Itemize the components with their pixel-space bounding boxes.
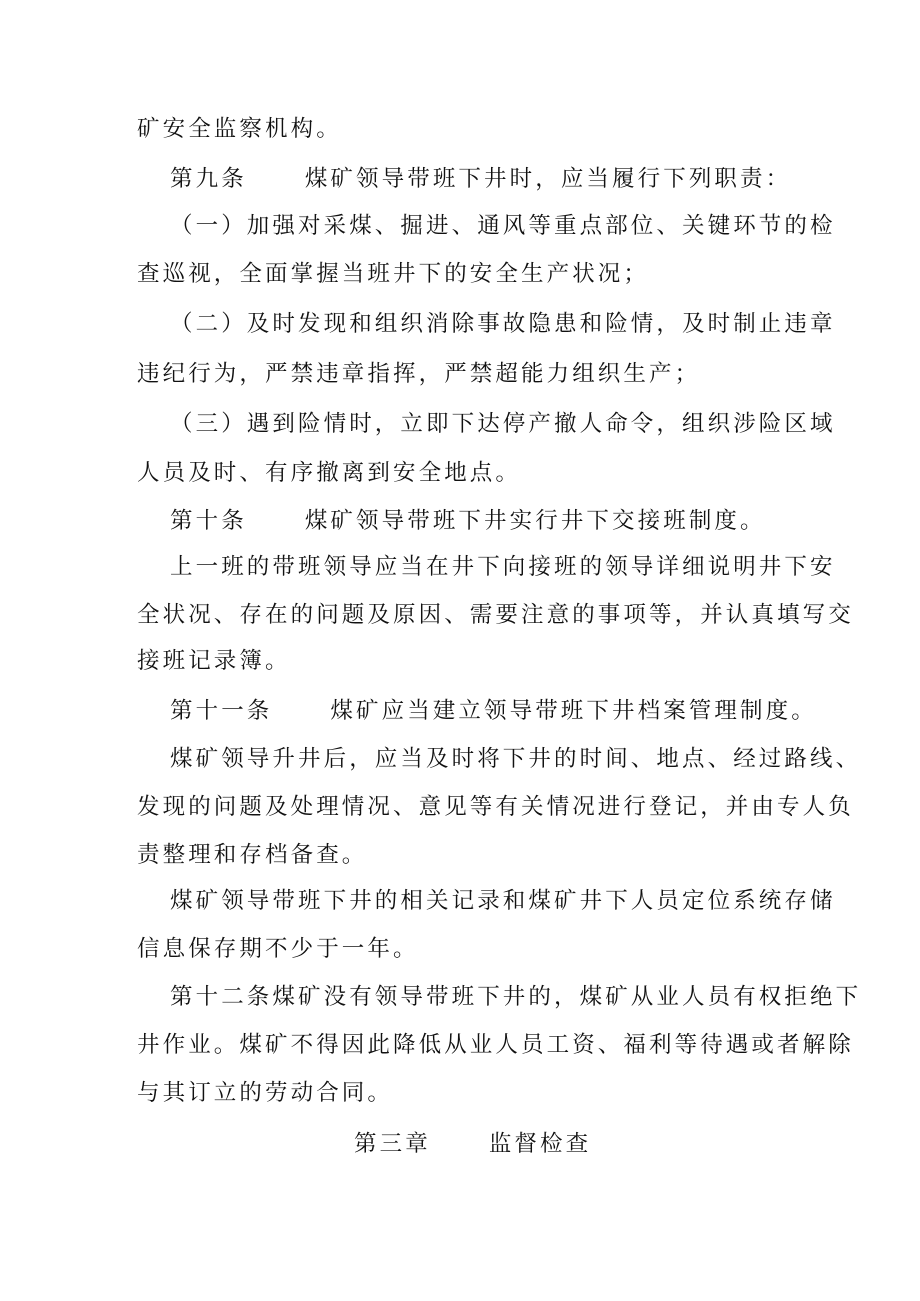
text-line: 矿安全监察机构。 xyxy=(137,116,342,142)
text-line: 人员及时、有序撤离到安全地点。 xyxy=(137,460,522,486)
article-number: 第十条 xyxy=(170,508,247,534)
chapter-title: 监督检查 xyxy=(488,1131,592,1157)
text-line: 接班记录簿。 xyxy=(137,648,291,674)
text-line: 煤矿领导带班下井的相关记录和煤矿井下人员定位系统存储 xyxy=(170,888,836,914)
article-11 xyxy=(170,700,817,723)
article-text: 煤矿领导带班下井实行井下交接班制度。 xyxy=(304,508,766,534)
article-text: 煤矿领导带班下井时，应当履行下列职责： xyxy=(304,166,792,192)
chapter-number: 第三章 xyxy=(354,1131,431,1157)
text-line: 查巡视，全面掌握当班井下的安全生产状况； xyxy=(137,261,650,287)
article-number: 第九条 xyxy=(170,166,247,192)
text-line: 发现的问题及处理情况、意见等有关情况进行登记，并由专人负 xyxy=(137,794,854,820)
text-line: （三）遇到险情时，立即下达停产撤人命令，组织涉险区域 xyxy=(170,411,836,437)
article-10 xyxy=(170,510,766,533)
text-line: 违纪行为，严禁违章指挥，严禁超能力组织生产； xyxy=(137,361,701,387)
chapter-heading xyxy=(354,1133,591,1156)
text-line: 煤矿领导升井后，应当及时将下井的时间、地点、经过路线、 xyxy=(170,746,862,772)
text-line: 第十二条煤矿没有领导带班下井的，煤矿从业人员有权拒绝下 xyxy=(170,984,862,1010)
article-number: 第十一条 xyxy=(170,698,273,724)
text-line: （二）及时发现和组织消除事故隐患和险情，及时制止违章 xyxy=(170,311,836,337)
text-line: 信息保存期不少于一年。 xyxy=(137,936,419,962)
article-9 xyxy=(170,168,791,191)
text-line: 上一班的带班领导应当在井下向接班的领导详细说明井下安 xyxy=(170,554,836,580)
text-line: 全状况、存在的问题及原因、需要注意的事项等，并认真填写交 xyxy=(137,602,854,628)
article-text: 煤矿应当建立领导带班下井档案管理制度。 xyxy=(330,698,817,724)
text-line: 与其订立的劳动合同。 xyxy=(137,1080,394,1106)
text-line: （一）加强对采煤、掘进、通风等重点部位、关键环节的检 xyxy=(170,213,836,239)
text-line: 责整理和存档备查。 xyxy=(137,842,368,868)
text-line: 井作业。煤矿不得因此降低从业人员工资、福利等待遇或者解除 xyxy=(137,1032,854,1058)
